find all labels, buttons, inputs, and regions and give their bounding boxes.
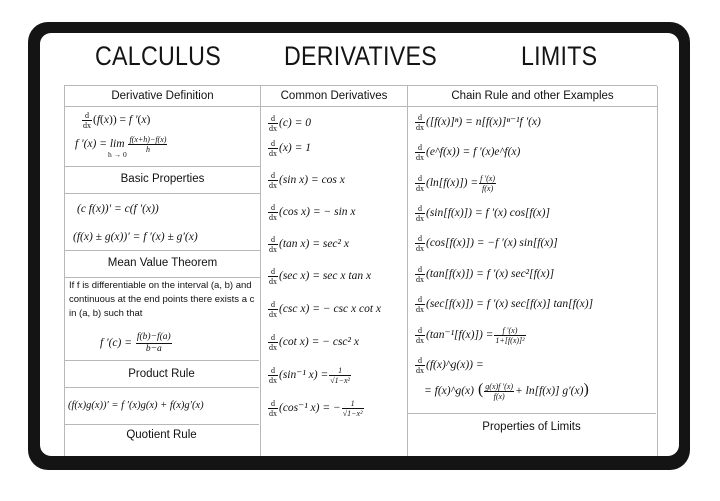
limit-subscript: h → 0 xyxy=(108,150,127,159)
d-dx-operator: $\frac{d}{dx}$ xyxy=(269,171,277,190)
limit-definition-denominator: h xyxy=(145,145,150,154)
chain-rule-row: $\frac{d}{dx}$ (sin[f(x)]) = f ′(x) cos[f(x)] xyxy=(416,204,550,223)
mvt-lhs: f ′(c) = xyxy=(100,337,132,350)
d-dx-operator: $\frac{d}{dx}$ xyxy=(416,295,424,314)
mvt-numerator: f(b)−f(a) xyxy=(136,332,171,342)
d-dx-operator: $\frac{d}{dx}$ xyxy=(269,333,277,352)
d-dx-operator: $\frac{d}{dx}$ xyxy=(416,356,424,375)
d-dx-operator: $\frac{d}{dx}$ xyxy=(269,366,277,385)
section-common-derivatives: Common Derivatives xyxy=(261,86,407,107)
d-dx-operator: $\frac{d}{dx}$ xyxy=(269,399,277,418)
common-derivative-row: $\frac{d}{dx}$ (csc x) = − csc x cot x xyxy=(269,300,382,319)
chain-rule-row: $\frac{d}{dx}$ (e^f(x)) = f ′(x)e^f(x) xyxy=(416,143,521,162)
title-calculus: CALCULUS xyxy=(95,41,221,71)
common-derivative-row: $\frac{d}{dx}$ (cos x) = − sin x xyxy=(269,203,356,222)
section-quotient-rule: Quotient Rule xyxy=(126,429,197,441)
d-dx-operator: $\frac{d}{dx}$ xyxy=(269,114,277,133)
d-dx-operator: $\frac{d}{dx}$ xyxy=(269,203,277,222)
mean-value-theorem-equation xyxy=(100,332,173,355)
title-limits: LIMITS xyxy=(521,41,598,71)
definition-equation: $\frac{d}{dx}$ (f(x)) = f ′(x) xyxy=(83,111,151,130)
cheat-sheet xyxy=(40,33,679,456)
d-dx-operator: $\frac{d}{dx}$ xyxy=(269,267,277,286)
section-chain-rule: Chain Rule and other Examples xyxy=(408,86,657,107)
title-derivatives: DERIVATIVES xyxy=(284,41,437,71)
property-sum-difference: (f(x) ± g(x))′ = f ′(x) ± g′(x) xyxy=(73,231,198,243)
common-derivative-row: $\frac{d}{dx}$ (tan x) = sec² x xyxy=(269,235,349,254)
chain-rule-row: $\frac{d}{dx}$ (tan⁻¹[f(x)]) = $\frac{f '(x)}{\text{1+[f(x)]²}}$ xyxy=(416,326,525,345)
section-derivative-definition: Derivative Definition xyxy=(65,86,260,107)
d-dx-operator: $\frac{d}{dx}$ xyxy=(269,300,277,319)
chain-rule-row: $\frac{d}{dx}$ (f(x)^g(x)) = xyxy=(416,356,484,375)
d-dx-operator: $\frac{d}{dx}$ xyxy=(416,265,424,284)
chain-rule-row: $\frac{d}{dx}$ ([f(x)]ⁿ) = n[f(x)]ⁿ⁻¹f ′(x) xyxy=(416,113,541,132)
mvt-denominator: b−a xyxy=(145,344,162,354)
section-properties-of-limits: Properties of Limits xyxy=(482,421,581,433)
d-dx-operator: $\frac{d}{dx}$ xyxy=(416,113,424,132)
common-derivative-row: $\frac{d}{dx}$ (cot x) = − csc² x xyxy=(269,333,359,352)
title-bar xyxy=(40,37,679,83)
common-derivative-row: $\frac{d}{dx}$ (x) = 1 xyxy=(269,139,312,158)
section-mean-value-theorem: Mean Value Theorem xyxy=(65,250,260,278)
section-product-rule: Product Rule xyxy=(64,361,259,388)
d-dx-operator: $\frac{d}{dx}$ xyxy=(269,139,277,158)
d-dx-operator: $\frac{d}{dx}$ xyxy=(416,143,424,162)
property-constant-multiple: (c f(x))′ = c(f ′(x)) xyxy=(77,203,159,215)
chain-rule-row: $\frac{d}{dx}$ (cos[f(x)]) = −f ′(x) sin[f(x)] xyxy=(416,234,558,253)
d-dx-operator: $\frac{d}{dx}$ xyxy=(416,204,424,223)
common-derivative-row: $\frac{d}{dx}$ (c) = 0 xyxy=(269,114,312,133)
limit-definition-numerator: f(x+h)−f(x) xyxy=(129,135,167,144)
arcsin-fraction: $\frac{1}{\text{√1−x²}}$ xyxy=(330,366,350,385)
limit-definition-lhs: f ′(x) = lim xyxy=(75,138,125,151)
ln-fraction: $\frac{f '(x)}{f(x)}$ xyxy=(480,174,496,193)
common-derivative-row: $\frac{d}{dx}$ (sin⁻¹ x) = $\frac{1}{\text{√1−x²}}$ xyxy=(269,366,350,385)
power-fraction: $\frac{g(x)f '(x)}{f(x)}$ xyxy=(485,381,514,401)
arctan-fraction: $\frac{f '(x)}{\text{1+[f(x)]²}}$ xyxy=(495,326,525,345)
product-rule-equation: (f(x)g(x))′ = f ′(x)g(x) + f(x)g′(x) xyxy=(68,400,204,411)
section-basic-properties: Basic Properties xyxy=(65,166,260,194)
arccos-fraction: $\frac{1}{\text{√1−x²}}$ xyxy=(342,399,363,418)
d-dx-operator: $\frac{d}{dx}$ xyxy=(416,234,424,253)
chain-rule-row: $\frac{d}{dx}$ (tan[f(x)]) = f ′(x) sec²[f(x)] xyxy=(416,265,555,284)
mean-value-theorem-text: If f is differentiable on the interval (a, b) and continuous at the end points there exists a c in (a, b) such that xyxy=(69,280,255,319)
common-derivative-row: $\frac{d}{dx}$ (sec x) = sec x tan x xyxy=(269,267,372,286)
power-exponent-equation-line2: = f(x)^g(x) ( $\frac{g(x)f '(x)}{f(x)}$ + ln[f(x)] g′(x)) xyxy=(424,381,589,401)
chain-rule-row: $\frac{d}{dx}$ (sec[f(x)]) = f ′(x) sec[f(x)] tan[f(x)] xyxy=(416,295,594,314)
common-derivative-row: $\frac{d}{dx}$ (sin x) = cos x xyxy=(269,171,345,190)
common-derivative-row: $\frac{d}{dx}$ (cos⁻¹ x) = − $\frac{1}{\text{√1−x²}}$ xyxy=(269,399,363,418)
d-dx-operator: $\frac{d}{dx}$ xyxy=(416,326,424,345)
d-dx-operator: $\frac{d}{dx}$ xyxy=(416,174,424,193)
d-dx-operator: $\frac{d}{dx}$ xyxy=(269,235,277,254)
chain-rule-row: $\frac{d}{dx}$ (ln[f(x)]) = $\frac{f '(x)}{f(x)}$ xyxy=(416,174,496,193)
